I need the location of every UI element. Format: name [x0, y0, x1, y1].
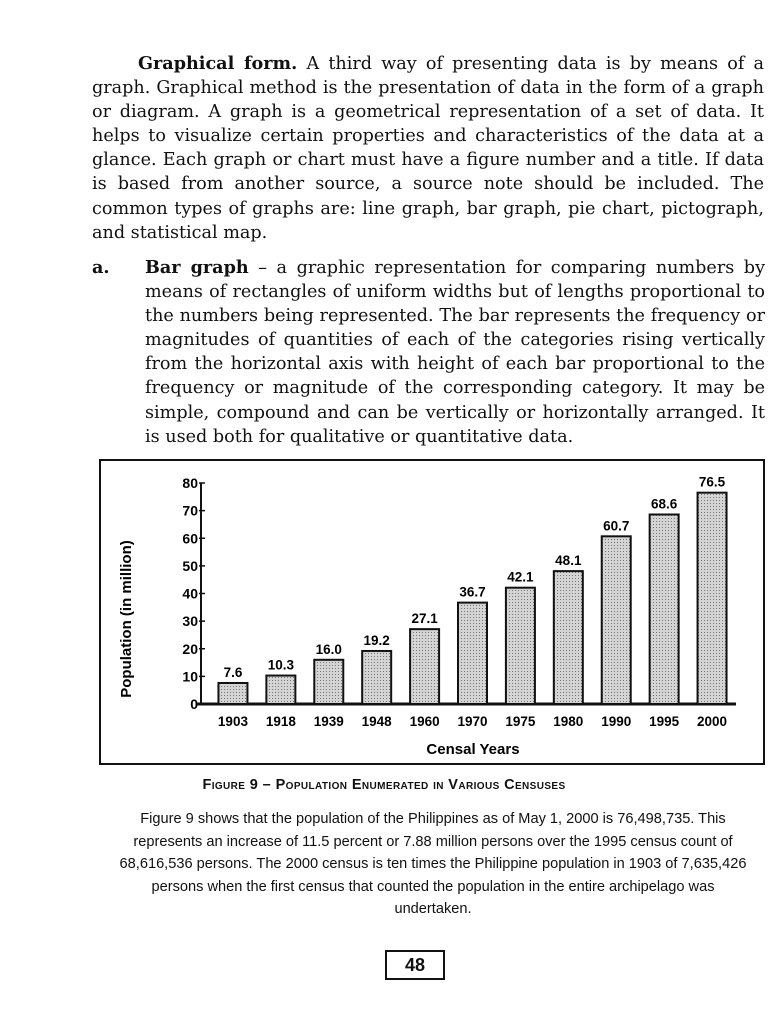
item-a-marker: a. — [92, 257, 110, 278]
population-bar-chart — [101, 461, 763, 763]
x-tick-label: 1995 — [649, 714, 680, 729]
bar-value-label: 76.5 — [698, 474, 726, 490]
y-axis-label: Population (in million) — [118, 540, 135, 698]
y-tick-label: 40 — [182, 585, 198, 602]
figure-caption: Figure 9 – Population Enumerated in Various Censuses — [202, 777, 566, 793]
y-tick-label: 30 — [182, 613, 198, 630]
bar — [458, 603, 487, 704]
bar-value-label: 68.6 — [650, 496, 678, 512]
bar — [650, 514, 679, 704]
figure-description: Figure 9 shows that the population of the Philippines as of May 1, 2000 is 76,498,735. This represents an increase of 11.5 percent or 7.88 million persons over the 1995 census count of 68,616,536 persons. The 2000 census is ten times the Philippine population in 1903 of 7,635,426 persons when the first census that counted the population in the entire archipelago was undertaken. — [119, 811, 747, 917]
bar-value-label: 42.1 — [507, 569, 534, 585]
y-tick-label: 20 — [182, 640, 198, 657]
x-tick-label: 1975 — [505, 714, 536, 729]
bar — [362, 651, 391, 704]
item-a-text: – a graphic representation for comparing numbers by means of rectangles of uniform widths but of lengths proportional to the numbers being represented. The bar represents the frequency or magnitudes of quantities of each of the categories rising vertically from the horizontal axis with height of each bar proportional to the frequency or magnitude of the corresponding category. It may be simple, compound and can be vertically or horizontally arranged. It is used both for qualitative or quantitative data. — [145, 258, 766, 447]
y-tick-label: 50 — [182, 557, 198, 574]
bar — [218, 683, 247, 704]
x-tick-label: 1960 — [409, 714, 440, 729]
bar-value-label: 60.7 — [603, 518, 630, 534]
x-tick-label: 1970 — [457, 714, 488, 729]
y-tick-label: 80 — [182, 475, 198, 491]
x-axis-label: Censal Years — [426, 741, 520, 758]
bar-value-label: 19.2 — [363, 632, 390, 648]
bar — [410, 629, 439, 704]
y-tick-label: 10 — [182, 668, 198, 685]
x-tick-label: 1948 — [361, 714, 392, 729]
bar — [266, 676, 295, 704]
x-tick-label: 1918 — [265, 714, 296, 729]
y-tick-label: 60 — [182, 530, 198, 547]
y-tick-label: 0 — [190, 696, 198, 712]
intro-paragraph — [92, 52, 764, 245]
bar — [314, 660, 343, 704]
x-tick-label: 1903 — [217, 714, 248, 729]
bar-graph-definition — [145, 256, 765, 449]
bar — [602, 536, 631, 704]
bar-value-label: 16.0 — [315, 641, 342, 657]
y-tick-label: 70 — [182, 502, 198, 519]
bar-value-label: 7.6 — [223, 665, 243, 681]
page-number: 48 — [385, 950, 445, 980]
figure-frame — [99, 459, 765, 765]
bar — [698, 493, 727, 704]
intro-lead: Graphical form. — [138, 53, 298, 74]
x-tick-label: 1939 — [313, 714, 344, 729]
x-tick-label: 1980 — [553, 714, 584, 729]
bar-value-label: 10.3 — [267, 657, 295, 673]
intro-text: A third way of presenting data is by means of a graph. Graphical method is the presentation of data in the form of a graph or diagram. A graph is a geometrical representation of a set of data. It helps to visualize certain properties and characteristics of the data at a glance. Each graph or chart must have a figure number and a title. If data is based from another source, a source note should be included. The common types of graphs are: line graph, bar graph, pie chart, pictograph, and statistical map. — [92, 54, 765, 243]
bar-value-label: 27.1 — [411, 611, 438, 627]
item-a-lead: Bar graph — [145, 257, 249, 278]
x-tick-label: 1990 — [601, 714, 632, 729]
bar — [554, 571, 583, 704]
bar-value-label: 48.1 — [555, 553, 582, 569]
bar-value-label: 36.7 — [459, 584, 486, 600]
bar — [506, 588, 535, 704]
x-tick-label: 2000 — [697, 714, 728, 729]
